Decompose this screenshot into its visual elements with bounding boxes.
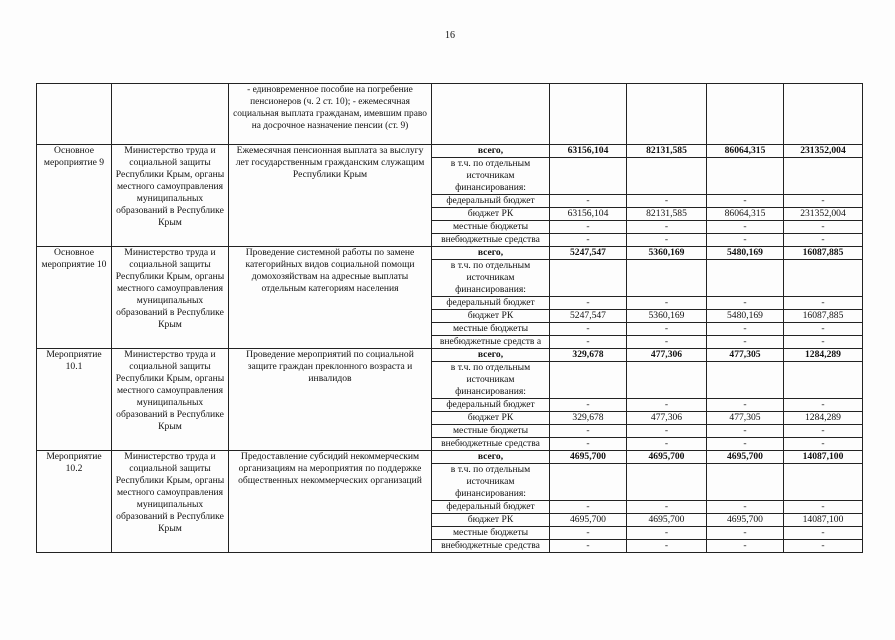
funding-value: - xyxy=(707,336,784,349)
funding-value xyxy=(550,158,627,195)
funding-value: 63156,104 xyxy=(550,145,627,158)
funding-value: - xyxy=(784,336,863,349)
funding-value: - xyxy=(784,221,863,234)
intro-value-cell xyxy=(627,84,707,145)
funding-value xyxy=(627,464,707,501)
funding-value: 4695,700 xyxy=(550,451,627,464)
funding-value: - xyxy=(784,527,863,540)
funding-value: - xyxy=(550,527,627,540)
funding-value: 86064,315 xyxy=(707,145,784,158)
funding-source-label: в т.ч. по отдельным источникам финансирования: xyxy=(432,362,550,399)
funding-value: - xyxy=(627,438,707,451)
funding-value: 5360,169 xyxy=(627,310,707,323)
funding-value xyxy=(784,158,863,195)
funding-value: - xyxy=(550,501,627,514)
funding-value: 4695,700 xyxy=(627,451,707,464)
funding-value: 14087,100 xyxy=(784,514,863,527)
funding-value xyxy=(707,362,784,399)
intro-sub-cell xyxy=(432,84,550,145)
funding-source-label: в т.ч. по отдельным источникам финансирования: xyxy=(432,260,550,297)
funding-value: 4695,700 xyxy=(707,451,784,464)
funding-source-label: внебюджетные средства xyxy=(432,540,550,553)
funding-value: 5480,169 xyxy=(707,310,784,323)
funding-source-label: всего, xyxy=(432,349,550,362)
section-event: Мероприятие 10.1 xyxy=(37,349,112,451)
intro-value-cell xyxy=(707,84,784,145)
funding-source-label: бюджет РК xyxy=(432,310,550,323)
funding-value: - xyxy=(707,527,784,540)
funding-value xyxy=(784,464,863,501)
funding-value: - xyxy=(784,425,863,438)
funding-source-label: всего, xyxy=(432,247,550,260)
section-description: Ежемесячная пенсионная выплата за выслугу лет государственным гражданским служащим Республики Крым xyxy=(229,145,432,247)
funding-source-label: местные бюджеты xyxy=(432,221,550,234)
funding-value: 231352,004 xyxy=(784,145,863,158)
funding-value: - xyxy=(707,221,784,234)
funding-source-label: бюджет РК xyxy=(432,412,550,425)
section-total-row xyxy=(37,145,863,158)
section-description: Проведение системной работы по замене категорийных видов социальной помощи домохозяйствам на адресные выплаты отдельным категориям населения xyxy=(229,247,432,349)
funding-value: 63156,104 xyxy=(550,208,627,221)
funding-value: - xyxy=(707,234,784,247)
funding-value: - xyxy=(707,399,784,412)
section-total-row xyxy=(37,451,863,464)
funding-value: - xyxy=(627,221,707,234)
funding-value: - xyxy=(550,297,627,310)
funding-value xyxy=(784,362,863,399)
section-executor: Министерство труда и социальной защиты Республики Крым, органы местного самоуправления муниципальных образований в Республике Крым xyxy=(112,145,229,247)
intro-event-cell xyxy=(37,84,112,145)
funding-value: 14087,100 xyxy=(784,451,863,464)
intro-row xyxy=(37,84,863,145)
funding-value: - xyxy=(707,195,784,208)
funding-source-label: внебюджетные средства xyxy=(432,438,550,451)
funding-source-label: всего, xyxy=(432,145,550,158)
funding-source-label: местные бюджеты xyxy=(432,323,550,336)
funding-value: 329,678 xyxy=(550,349,627,362)
intro-value-cell xyxy=(784,84,863,145)
funding-source-label: федеральный бюджет xyxy=(432,195,550,208)
funding-value: - xyxy=(707,501,784,514)
funding-value: 5247,547 xyxy=(550,247,627,260)
funding-value: - xyxy=(707,425,784,438)
funding-source-label: местные бюджеты xyxy=(432,527,550,540)
funding-value: - xyxy=(550,234,627,247)
funding-value xyxy=(627,362,707,399)
funding-value: - xyxy=(550,336,627,349)
funding-value: 82131,585 xyxy=(627,208,707,221)
funding-value xyxy=(707,464,784,501)
funding-value: 16087,885 xyxy=(784,310,863,323)
financing-table xyxy=(36,83,863,553)
funding-value: - xyxy=(550,438,627,451)
funding-value: - xyxy=(627,323,707,336)
funding-source-label: в т.ч. по отдельным источникам финансирования: xyxy=(432,464,550,501)
funding-value xyxy=(627,158,707,195)
funding-value: 4695,700 xyxy=(550,514,627,527)
section-event: Основное мероприятие 9 xyxy=(37,145,112,247)
intro-value-cell xyxy=(550,84,627,145)
funding-value: 5247,547 xyxy=(550,310,627,323)
section-total-row xyxy=(37,247,863,260)
funding-value xyxy=(707,260,784,297)
funding-value: - xyxy=(550,221,627,234)
section-executor: Министерство труда и социальной защиты Республики Крым, органы местного самоуправления муниципальных образований в Республике Крым xyxy=(112,247,229,349)
funding-value: 477,305 xyxy=(707,412,784,425)
page-number: 16 xyxy=(445,30,455,41)
funding-value: - xyxy=(707,297,784,310)
funding-value: - xyxy=(784,234,863,247)
funding-value: - xyxy=(784,540,863,553)
funding-value: 86064,315 xyxy=(707,208,784,221)
funding-value xyxy=(784,260,863,297)
funding-value: 231352,004 xyxy=(784,208,863,221)
funding-value: 82131,585 xyxy=(627,145,707,158)
intro-description: - единовременное пособие на погребение пенсионеров (ч. 2 ст. 10); - ежемесячная социальная выплата гражданам, имевшим право на досрочное назначение пенсии (ст. 9) xyxy=(229,84,432,145)
funding-value: 5360,169 xyxy=(627,247,707,260)
funding-source-label: федеральный бюджет xyxy=(432,297,550,310)
funding-value: 477,305 xyxy=(707,349,784,362)
funding-value: - xyxy=(627,297,707,310)
funding-value: 1284,289 xyxy=(784,412,863,425)
funding-value: - xyxy=(784,323,863,336)
funding-source-label: бюджет РК xyxy=(432,514,550,527)
funding-source-label: в т.ч. по отдельным источникам финансирования: xyxy=(432,158,550,195)
funding-value xyxy=(550,464,627,501)
funding-value: - xyxy=(550,399,627,412)
funding-value: 477,306 xyxy=(627,349,707,362)
funding-value: - xyxy=(707,540,784,553)
funding-value: - xyxy=(627,399,707,412)
funding-source-label: местные бюджеты xyxy=(432,425,550,438)
funding-source-label: внебюджетные средства xyxy=(432,234,550,247)
section-event: Основное мероприятие 10 xyxy=(37,247,112,349)
funding-source-label: федеральный бюджет xyxy=(432,501,550,514)
funding-value: 4695,700 xyxy=(627,514,707,527)
funding-value: - xyxy=(627,527,707,540)
funding-value: - xyxy=(550,540,627,553)
section-executor: Министерство труда и социальной защиты Республики Крым, органы местного самоуправления муниципальных образований в Республике Крым xyxy=(112,451,229,553)
section-description: Предоставление субсидий некоммерческим организациям на мероприятия по поддержке общественных некоммерческих организаций xyxy=(229,451,432,553)
funding-value: 329,678 xyxy=(550,412,627,425)
funding-value: - xyxy=(627,540,707,553)
funding-source-label: всего, xyxy=(432,451,550,464)
funding-source-label: федеральный бюджет xyxy=(432,399,550,412)
section-description: Проведение мероприятий по социальной защите граждан преклонного возраста и инвалидов xyxy=(229,349,432,451)
funding-value: - xyxy=(784,399,863,412)
funding-value: 477,306 xyxy=(627,412,707,425)
funding-value xyxy=(627,260,707,297)
funding-source-label: бюджет РК xyxy=(432,208,550,221)
funding-value: - xyxy=(784,438,863,451)
section-event: Мероприятие 10.2 xyxy=(37,451,112,553)
funding-value xyxy=(550,260,627,297)
funding-value: - xyxy=(627,336,707,349)
funding-value: - xyxy=(550,195,627,208)
funding-value: - xyxy=(784,297,863,310)
funding-value: 1284,289 xyxy=(784,349,863,362)
funding-value: - xyxy=(627,501,707,514)
funding-value xyxy=(707,158,784,195)
funding-value: - xyxy=(550,425,627,438)
funding-value: - xyxy=(784,501,863,514)
section-total-row xyxy=(37,349,863,362)
funding-value: - xyxy=(627,425,707,438)
section-executor: Министерство труда и социальной защиты Республики Крым, органы местного самоуправления муниципальных образований в Республике Крым xyxy=(112,349,229,451)
funding-value: 5480,169 xyxy=(707,247,784,260)
funding-value: - xyxy=(627,195,707,208)
funding-value: - xyxy=(627,234,707,247)
intro-executor-cell xyxy=(112,84,229,145)
funding-source-label: внебюджетные средств а xyxy=(432,336,550,349)
funding-value: - xyxy=(784,195,863,208)
funding-value: 4695,700 xyxy=(707,514,784,527)
funding-value: - xyxy=(550,323,627,336)
funding-value: 16087,885 xyxy=(784,247,863,260)
funding-value: - xyxy=(707,323,784,336)
funding-value xyxy=(550,362,627,399)
funding-value: - xyxy=(707,438,784,451)
